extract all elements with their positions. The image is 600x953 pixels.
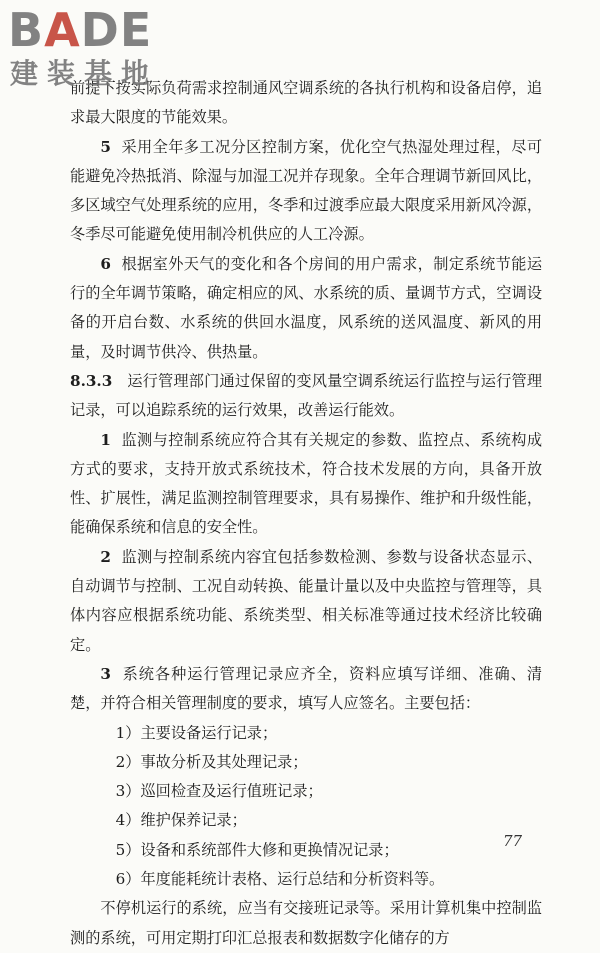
clause-text: 监测与控制系统内容宜包括参数检测、参数与设备状态显示、自动调节与控制、工况自动转换、能量计量以及中央监控与管理等，具体内容应根据系统功能、系统类型、相关标准等通过技术经济比较确定。 bbox=[70, 547, 543, 654]
logo-subtitle: 建装基地 bbox=[10, 57, 159, 90]
paragraph-item-6 bbox=[70, 250, 542, 367]
paragraph-clause-2 bbox=[70, 543, 542, 660]
item-text: 根据室外天气的变化和各个房间的用户需求，制定系统节能运行的全年调节策略，确定相应的风、水系统的质、量调节方式，空调设备的开启台数、水系统的供回水温度，风系统的送风温度、新风的用量，及时调节供冷、供热量。 bbox=[70, 254, 543, 361]
list-item: 4）维护保养记录； bbox=[115, 811, 247, 830]
page-number: 77 bbox=[503, 832, 523, 850]
section-8-3-3 bbox=[70, 367, 542, 426]
section-text: 运行管理部门通过保留的变风量空调系统运行监控与运行管理记录，可以追踪系统的运行效果，改善运行能效。 bbox=[70, 371, 543, 420]
logo-wordmark: BADE bbox=[8, 3, 153, 57]
paragraph-continued: 前提下按实际负荷需求控制通风空调系统的各执行机构和设备启停，追求最大限度的节能效果。 bbox=[70, 79, 542, 127]
paragraph-clause-1 bbox=[70, 426, 542, 543]
item-text: 采用全年多工况分区控制方案，优化空气热湿处理过程，尽可能避免冷热抵消、除湿与加湿工况并存现象。全年合理调节新回风比，多区域空气处理系统的应用，冬季和过渡季应最大限度采用新风冷源，冬季尽可能避免使用制冷机供应的人工冷源。 bbox=[70, 137, 543, 244]
item-number: 5 bbox=[100, 137, 111, 156]
clause-number: 3 bbox=[100, 664, 111, 683]
bade-logo bbox=[8, 4, 180, 92]
list-item: 2）事故分析及其处理记录； bbox=[115, 752, 308, 771]
list-item: 3）巡回检查及运行值班记录； bbox=[115, 782, 323, 801]
section-number: 8.3.3 bbox=[70, 371, 113, 390]
clause-text: 系统各种运行管理记录应齐全，资料应填写详细、准确、清楚，并符合相关管理制度的要求，填写人应签名。主要包括： bbox=[70, 664, 543, 713]
paragraph-final: 不停机运行的系统，应当有交接班记录等。采用计算机集中控制监测的系统，可用定期打印汇总报表和数据数字化储存的方 bbox=[70, 899, 542, 947]
list-item: 6）年度能耗统计表格、运行总结和分析资料等。 bbox=[115, 870, 445, 889]
document-body bbox=[70, 74, 542, 953]
clause-number: 2 bbox=[100, 547, 111, 566]
records-list bbox=[70, 719, 542, 895]
item-number: 6 bbox=[100, 254, 111, 273]
list-item: 1）主要设备运行记录； bbox=[115, 723, 278, 742]
paragraph-item-5 bbox=[70, 133, 542, 250]
paragraph-clause-3 bbox=[70, 660, 542, 719]
clause-number: 1 bbox=[100, 430, 111, 449]
clause-text: 监测与控制系统应符合其有关规定的参数、监控点、系统构成方式的要求，支持开放式系统技术，符合技术发展的方向，具备开放性、扩展性，满足监测控制管理要求，具有易操作、维护和升级性能，能确保系统和信息的安全性。 bbox=[70, 430, 543, 537]
list-item: 5）设备和系统部件大修和更换情况记录； bbox=[115, 840, 399, 859]
